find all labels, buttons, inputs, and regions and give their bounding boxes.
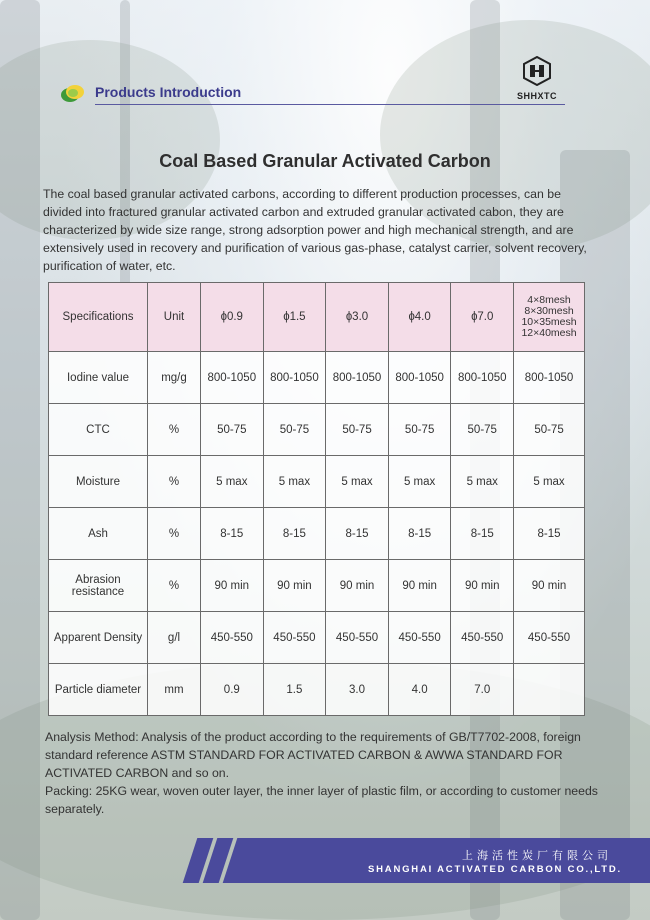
- row-label: Particle diameter: [49, 664, 148, 716]
- section-header: [60, 80, 590, 106]
- intro-paragraph: The coal based granular activated carbons, according to different production processes, can be divided into fractured granular activated carbon and extruded granular activated cabon, they are characterized by wide size range, strong adsorption power and high mechanical strength, and are extensively used in recovery and purification of various gas-phase, catalyst carrier, solvent recovery, purification of water, etc.: [43, 187, 587, 273]
- value-cell: 800-1050: [514, 352, 585, 404]
- table-row: [49, 560, 585, 612]
- value-cell: 8-15: [201, 508, 264, 560]
- header-cell-mesh: [514, 283, 585, 352]
- unit-cell: mg/g: [148, 352, 201, 404]
- unit-cell: %: [148, 456, 201, 508]
- value-cell: 450-550: [263, 612, 326, 664]
- header-cell: ɸ3.0: [326, 283, 389, 352]
- table-row: [49, 508, 585, 560]
- value-cell: 8-15: [326, 508, 389, 560]
- row-label: Abrasion resistance: [49, 560, 148, 612]
- notes-section: [45, 728, 615, 818]
- value-cell: 450-550: [326, 612, 389, 664]
- row-label: Apparent Density: [49, 612, 148, 664]
- unit-cell: %: [148, 508, 201, 560]
- row-label: Moisture: [49, 456, 148, 508]
- footer-banner: [0, 838, 650, 883]
- leaf-logo-icon: [60, 82, 90, 104]
- row-label: CTC: [49, 404, 148, 456]
- footer-bar: [238, 838, 650, 883]
- brand-logo: [512, 56, 562, 104]
- table-row: [49, 352, 585, 404]
- value-cell: 90 min: [263, 560, 326, 612]
- value-cell: 0.9: [201, 664, 264, 716]
- mesh-size: 10×35mesh: [521, 316, 577, 328]
- table-row: [49, 664, 585, 716]
- value-cell: 8-15: [263, 508, 326, 560]
- mesh-size: 8×30mesh: [524, 305, 574, 317]
- row-label: Iodine value: [49, 352, 148, 404]
- value-cell: 5 max: [451, 456, 514, 508]
- value-cell: 5 max: [326, 456, 389, 508]
- value-cell: 800-1050: [263, 352, 326, 404]
- value-cell: 800-1050: [451, 352, 514, 404]
- value-cell: 450-550: [451, 612, 514, 664]
- brand-name: SHHXTC: [516, 91, 557, 101]
- value-cell: 90 min: [451, 560, 514, 612]
- value-cell: 50-75: [451, 404, 514, 456]
- packing-text: Packing: 25KG wear, woven outer layer, the inner layer of plastic film, or according to customer needs separately.: [45, 784, 598, 816]
- company-name-cn: 上海活性炭厂有限公司: [462, 850, 612, 862]
- value-cell: 800-1050: [201, 352, 264, 404]
- spec-table: [48, 282, 585, 716]
- value-cell: 8-15: [514, 508, 585, 560]
- header-divider: [95, 104, 565, 105]
- value-cell: 50-75: [263, 404, 326, 456]
- value-cell: 1.5: [263, 664, 326, 716]
- value-cell: 90 min: [388, 560, 451, 612]
- page-title: Coal Based Granular Activated Carbon: [159, 151, 491, 171]
- value-cell: 8-15: [451, 508, 514, 560]
- value-cell: 5 max: [201, 456, 264, 508]
- row-label: Ash: [49, 508, 148, 560]
- value-cell: 450-550: [201, 612, 264, 664]
- value-cell: 50-75: [514, 404, 585, 456]
- value-cell: 450-550: [514, 612, 585, 664]
- mesh-size: 12×40mesh: [521, 327, 577, 339]
- header-cell: Unit: [148, 283, 201, 352]
- value-cell: 5 max: [514, 456, 585, 508]
- value-cell: 50-75: [201, 404, 264, 456]
- value-cell: 7.0: [451, 664, 514, 716]
- value-cell: 800-1050: [326, 352, 389, 404]
- value-cell: 50-75: [388, 404, 451, 456]
- value-cell: 4.0: [388, 664, 451, 716]
- header-cell: ɸ7.0: [451, 283, 514, 352]
- value-cell: 90 min: [326, 560, 389, 612]
- analysis-method-text: Analysis Method: Analysis of the product according to the requirements of GB/T7702-2008, foreign standard reference ASTM STANDARD FOR ACTIVATED CARBON & AWWA STANDARD FOR ACTIVATED CARBON and so on.: [45, 730, 581, 780]
- value-cell: 8-15: [388, 508, 451, 560]
- header-cell: Specifications: [49, 283, 148, 352]
- value-cell: 50-75: [326, 404, 389, 456]
- value-cell: 90 min: [201, 560, 264, 612]
- brand-emblem-icon: [522, 56, 552, 86]
- table-row: [49, 612, 585, 664]
- mesh-size: 4×8mesh: [527, 294, 571, 306]
- value-cell: 5 max: [388, 456, 451, 508]
- section-title: Products Introduction: [95, 84, 242, 100]
- table-row: [49, 456, 585, 508]
- unit-cell: %: [148, 560, 201, 612]
- company-name-en: SHANGHAI ACTIVATED CARBON CO.,LTD.: [367, 864, 622, 875]
- header-cell: ɸ0.9: [201, 283, 264, 352]
- unit-cell: g/l: [148, 612, 201, 664]
- unit-cell: %: [148, 404, 201, 456]
- value-cell: 450-550: [388, 612, 451, 664]
- value-cell: 3.0: [326, 664, 389, 716]
- value-cell: 90 min: [514, 560, 585, 612]
- value-cell: 5 max: [263, 456, 326, 508]
- header-cell: ɸ1.5: [263, 283, 326, 352]
- table-row: [49, 404, 585, 456]
- unit-cell: mm: [148, 664, 201, 716]
- value-cell: [514, 664, 585, 716]
- value-cell: 800-1050: [388, 352, 451, 404]
- table-header-row: [49, 283, 585, 352]
- header-cell: ɸ4.0: [388, 283, 451, 352]
